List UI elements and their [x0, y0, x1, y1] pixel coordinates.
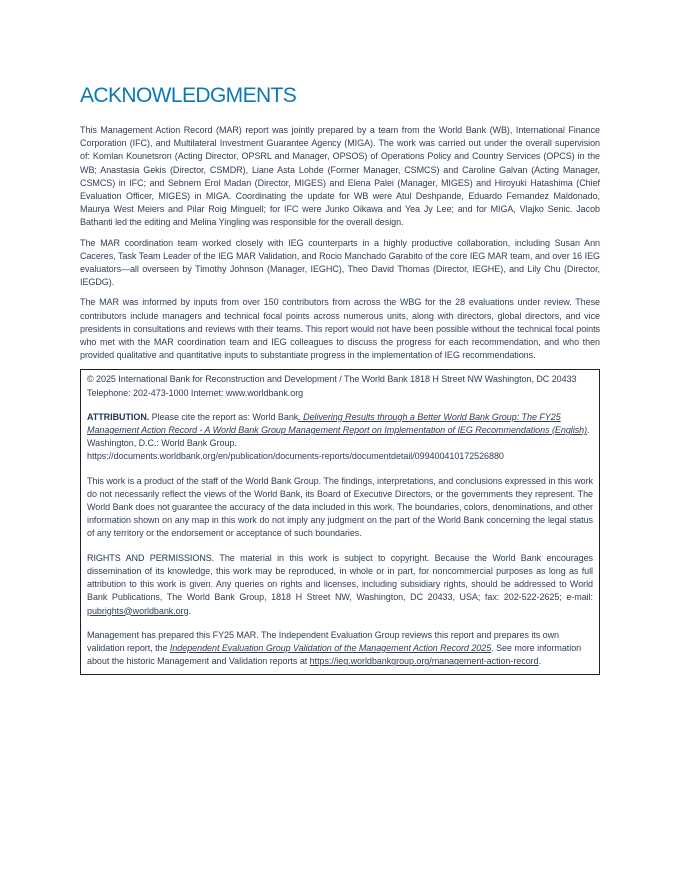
paragraph-ieg: The MAR coordination team worked closely with IEG counterparts in a highly productive collaboration, including Susan Ann Caceres, Task Team Leader of the IEG MAR Validation, and Rocio Manchado Garabito of the core IEG MAR team, and over 16 IEG evaluators—all overseen by Timothy Johnson (Manager, IEGHC), Theo David Thomas (Director, IEGHE), and Lily Chu (Director, IEGDG).: [80, 237, 600, 288]
mgmt-title-link[interactable]: Independent Evaluation Group Validation of the Management Action Record 2025: [169, 642, 492, 653]
paragraph-contributors: The MAR was informed by inputs from over 150 contributors from across the WBG for the 28 evaluations under review. These contributors include managers and technical focal points across numerous units, along with directors, global directors, and vice presidents in consultations and reviews with their teams. This report would not have been possible without the technical focal points who met with the MAR coordination team and IEG colleagues to discuss the progress for each recommendation, and who then provided qualitative and quantitative inputs to substantiate progress in the implementation of IEG recommendations.: [80, 297, 600, 361]
mgmt-pre: Management has prepared this FY25 MAR. The Independent Evaluation Group reviews this report and prepares its own validation report, the: [87, 629, 560, 653]
rights-text: . The material in this work is subject to copyright. Because the World Bank encourages dissemination of its knowledge, this work may be reproduced, in whole or in part, for noncommercial purposes as long as full attribution to this work is given. Any queries on rights and licenses, including subsidiary rights, should be addressed to World Bank Publications, The World Bank Group, 1818 H Street NW, Washington, DC 20433, USA; fax: 202-522-2625; e-mail:: [87, 552, 594, 603]
attribution-title-link[interactable]: . Delivering Results through a Better World Bank Group: The FY25 Management Action Record - A World Bank Group Management Report on Implementation of IEG Recommendations (English): [87, 411, 588, 436]
paragraph-team: This Management Action Record (MAR) report was jointly prepared by a team from the World Bank (WB), International Finance Corporation (IFC), and Multilateral Investment Guarantee Agency (MIGA). The work was carried out under the overall supervision of: Komlan Kounetsron (Acting Director, OPSRL and Manager, OPSOS) of Operations Policy and Country Services (OPCS) in the WB; Anastasia Gekis (Director, CSMDR), Liane Asta Lohde (Former Manager, CSMCS) and Caroline Galvan (Acting Manager, CSMCS) in IFC; and Sebnem Erol Madan (Director, MIGES) and Elena Palei (Manager, MIGES) and Hiroyuki Hatashima (Chief Evaluation Officer, MIGES) in MIGA. Coordinating the update for WB were Atul Deshpande, Eduardo Fernandez Maldonado, Maurya West Meiers and Pilar Roig Minguell; for IFC were Junko Oikawa and Yea Jy Lee; and for MIGA, Vlajko Senic. Jacob Bathanti led the editing and Melina Yingling was responsible for the overall design.: [80, 125, 600, 228]
mgmt-url-link[interactable]: https://ieg.worldbankgroup.org/management-action-record: [309, 656, 539, 667]
attribution-pre: Please cite the report as: World Bank: [149, 411, 299, 422]
mgmt-mid: . See more information about the historic Management and Validation reports at: [87, 642, 582, 667]
management-block: [87, 629, 593, 669]
attribution-post: . Washington, D.C.: World Bank Group.: [87, 425, 590, 449]
mgmt-end: .: [538, 656, 542, 667]
rights-email-link[interactable]: pubrights@worldbank.org: [87, 605, 189, 616]
rights-block: [87, 552, 593, 618]
copyright-text: © 2025 International Bank for Reconstruction and Development / The World Bank 1818 H Street NW Washington, DC 20433 Telephone: 202-473-1000 Internet: www.worldbank.org: [87, 374, 577, 398]
attribution-url: https://documents.worldbank.org/en/publication/documents-reports/documentdetail/099400410172526880: [87, 451, 504, 462]
rights-label: RIGHTS AND PERMISSIONS: [87, 552, 212, 563]
acknowledgments-page: [80, 83, 600, 675]
copyright-box: [80, 369, 600, 675]
attribution-block: [87, 411, 593, 464]
attribution-label: ATTRIBUTION.: [87, 411, 150, 422]
disclaimer-text: This work is a product of the staff of the World Bank Group. The findings, interpretations, and conclusions expressed in this work do not necessarily reflect the views of the World Bank, its Board of Executive Directors, or the governments they represent. The World Bank does not guarantee the accuracy of the data included in this work. The boundaries, colors, denominations, and other information shown on any map in this work do not imply any judgment on the part of the World Bank concerning the legal status of any territory or the endorsement or acceptance of such boundaries.: [87, 475, 593, 539]
rights-end: .: [188, 605, 191, 616]
page-title: ACKNOWLEDGMENTS: [80, 84, 297, 107]
